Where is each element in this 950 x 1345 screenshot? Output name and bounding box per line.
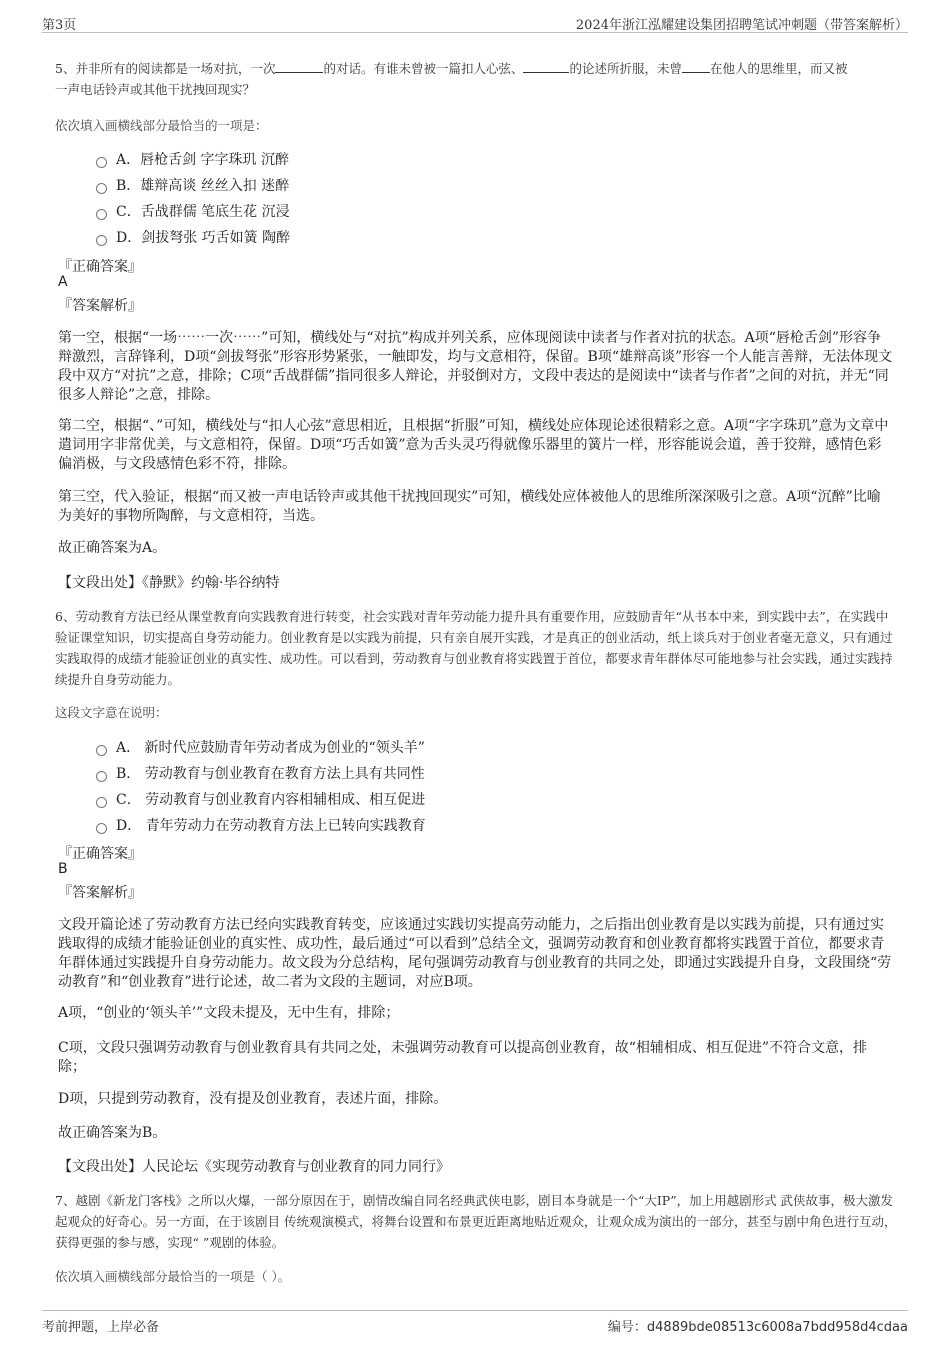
q5-explanation-2: 第二空，根据“、”可知，横线处与“扣人心弦”意思相近，且根据“折服”可知，横线处应体现论述很精彩之意。A项“字字珠玑”意为文章中遣词用字非常优美，与文意相符，保留。D项“巧舌如簧”意为舌头灵巧得就像乐器里的簧片一样，形容能说会道，善于狡辩，感情色彩偏消极，与文段感情色彩不符，排除。	[58, 418, 889, 472]
q6-option-c[interactable]: C． 劳动教育与创业教育内容相辅相成、相互促进	[96, 786, 426, 812]
q7-stem: 7、越剧《新龙门客栈》之所以火爆，一部分原因在于，剧情改编自同名经典武侠电影，剧目本身就是一个“大IP”，加上用越剧形式 武侠故事，极大激发起观众的好奇心。另一方面，在于该剧目 传统观演模式，将舞台设置和布景更近距离地贴近观众，让观众成为演出的一部分，甚至与剧中角色进行互动，获得更强的参与感，实现“ ”观剧的体验。	[55, 1193, 897, 1250]
radio-button[interactable]	[96, 745, 107, 756]
q6-explanation-1: 文段开篇论述了劳动教育方法已经向实践教育转变，应该通过实践切实提高劳动能力，之后指出创业教育是以实践为前提，只有通过实践取得的成绩才能验证创业的真实性、成功性，最后通过“可以看到”总结全文，强调劳动教育和创业教育都将实践置于首位，都要求青年群体通过实践提升自身劳动能力。故文段为分总结构，尾句强调劳动教育与创业教育的共同之处，即通过实践提升自身，文段围绕“劳动教育”和“创业教育”进行论述，故二者为文段的主题词，对应B项。	[58, 917, 892, 990]
q5-source: 【文段出处】《静默》约翰·毕谷纳特	[58, 575, 280, 591]
radio-button[interactable]	[96, 797, 107, 808]
page-header	[42, 12, 908, 33]
q5-option-d[interactable]: D．剑拔弩张 巧舌如簧 陶醉	[96, 224, 290, 250]
page-footer	[42, 1310, 908, 1337]
radio-button[interactable]	[96, 823, 107, 834]
q6-option-d[interactable]: D． 青年劳动力在劳动教育方法上已转向实践教育	[96, 812, 426, 838]
document-id: 编号：d4889bde08513c6008a7bdd958d4cdaa	[607, 1320, 908, 1335]
q6-explanation-a: A项，“创业的‘领头羊’”文段未提及，无中生有，排除；	[58, 1005, 400, 1021]
radio-button[interactable]	[96, 771, 107, 782]
q5-answer: A	[58, 274, 68, 290]
radio-button[interactable]	[96, 183, 107, 194]
q5-options	[96, 146, 290, 250]
q7-prompt: 依次填入画横线部分最恰当的一项是（ ）。	[55, 1269, 291, 1284]
q6-prompt: 这段文字意在说明：	[55, 705, 168, 720]
q5-answer-label: 『正确答案』	[58, 259, 142, 275]
q6-explanation-d: D项，只提到劳动教育，没有提及创业教育，表述片面，排除。	[58, 1091, 448, 1107]
footer-slogan: 考前押题，上岸必备	[42, 1320, 160, 1335]
q6-analysis-label: 『答案解析』	[58, 885, 142, 901]
blank-1	[275, 58, 323, 73]
page-number: 第3页	[42, 18, 77, 33]
document-title: 2024年浙江泓耀建设集团招聘笔试冲刺题（带答案解析）	[575, 18, 908, 33]
blank-3	[682, 58, 710, 73]
radio-button[interactable]	[96, 157, 107, 168]
q5-analysis-label: 『答案解析』	[58, 298, 142, 314]
q5-conclusion: 故正确答案为A。	[58, 540, 167, 556]
q5-option-c[interactable]: C．舌战群儒 笔底生花 沉浸	[96, 198, 290, 224]
q5-explanation-1: 第一空，根据“一场⋯⋯一次⋯⋯”可知，横线处与“对抗”构成并列关系，应体现阅读中读者与作者对抗的状态。A项“唇枪舌剑”形容争辩激烈，言辞锋利，D项“剑拔弩张”形容形势紧张，一触即发，均与文意相符，保留。B项“雄辩高谈”形容一个人能言善辩，无法体现文段中双方“对抗”之意，排除；C项“舌战群儒”指同很多人辩论，并驳倒对方，文段中表达的是阅读中“读者与作者”之间的对抗，并无“同很多人辩论”之意，排除。	[58, 330, 893, 403]
q6-stem: 6、劳动教育方法已经从课堂教育向实践教育进行转变，社会实践对青年劳动能力提升具有重要作用，应鼓励青年“从书本中来，到实践中去”，在实践中验证课堂知识，切实提高自身劳动能力。创业教育是以实践为前提，只有亲自展开实践，才是真正的创业活动，纸上谈兵对于创业者毫无意义，只有通过实践取得的成绩才能验证创业的真实性、成功性。可以看到，劳动教育与创业教育将实践置于首位，都要求青年群体尽可能地参与社会实践，通过实践持续提升自身劳动能力。	[55, 609, 893, 687]
q5-option-a[interactable]: A．唇枪舌剑 字字珠玑 沉醉	[96, 146, 290, 172]
q6-explanation-c: C项，文段只强调劳动教育与创业教育具有共同之处，未强调劳动教育可以提高创业教育，故“相辅相成、相互促进”不符合文意，排除；	[58, 1040, 868, 1075]
q6-options	[96, 734, 426, 838]
q6-answer-label: 『正确答案』	[58, 846, 142, 862]
q5-option-b[interactable]: B．雄辩高谈 丝丝入扣 迷醉	[96, 172, 290, 198]
q6-source: 【文段出处】人民论坛《实现劳动教育与创业教育的同力同行》	[58, 1159, 450, 1175]
q5-stem: 5、并非所有的阅读都是一场对抗，一次 的对话。有谁未曾被一篇扣人心弦、 的论述所折服，未曾 在他人的思维里，而又被 一声电话铃声或其他干扰拽回现实？	[55, 58, 900, 100]
q6-option-b[interactable]: B． 劳动教育与创业教育在教育方法上具有共同性	[96, 760, 426, 786]
q5-explanation-3: 第三空，代入验证，根据“而又被一声电话铃声或其他干扰拽回现实”可知，横线处应体被他人的思维所深深吸引之意。A项“沉醉”比喻为美好的事物所陶醉，与文意相符，当选。	[58, 489, 881, 524]
q5-prompt: 依次填入画横线部分最恰当的一项是：	[55, 118, 268, 133]
radio-button[interactable]	[96, 235, 107, 246]
q6-option-a[interactable]: A． 新时代应鼓励青年劳动者成为创业的“领头羊”	[96, 734, 426, 760]
q6-answer: B	[58, 861, 68, 877]
blank-2	[523, 58, 569, 73]
radio-button[interactable]	[96, 209, 107, 220]
q6-conclusion: 故正确答案为B。	[58, 1125, 167, 1141]
